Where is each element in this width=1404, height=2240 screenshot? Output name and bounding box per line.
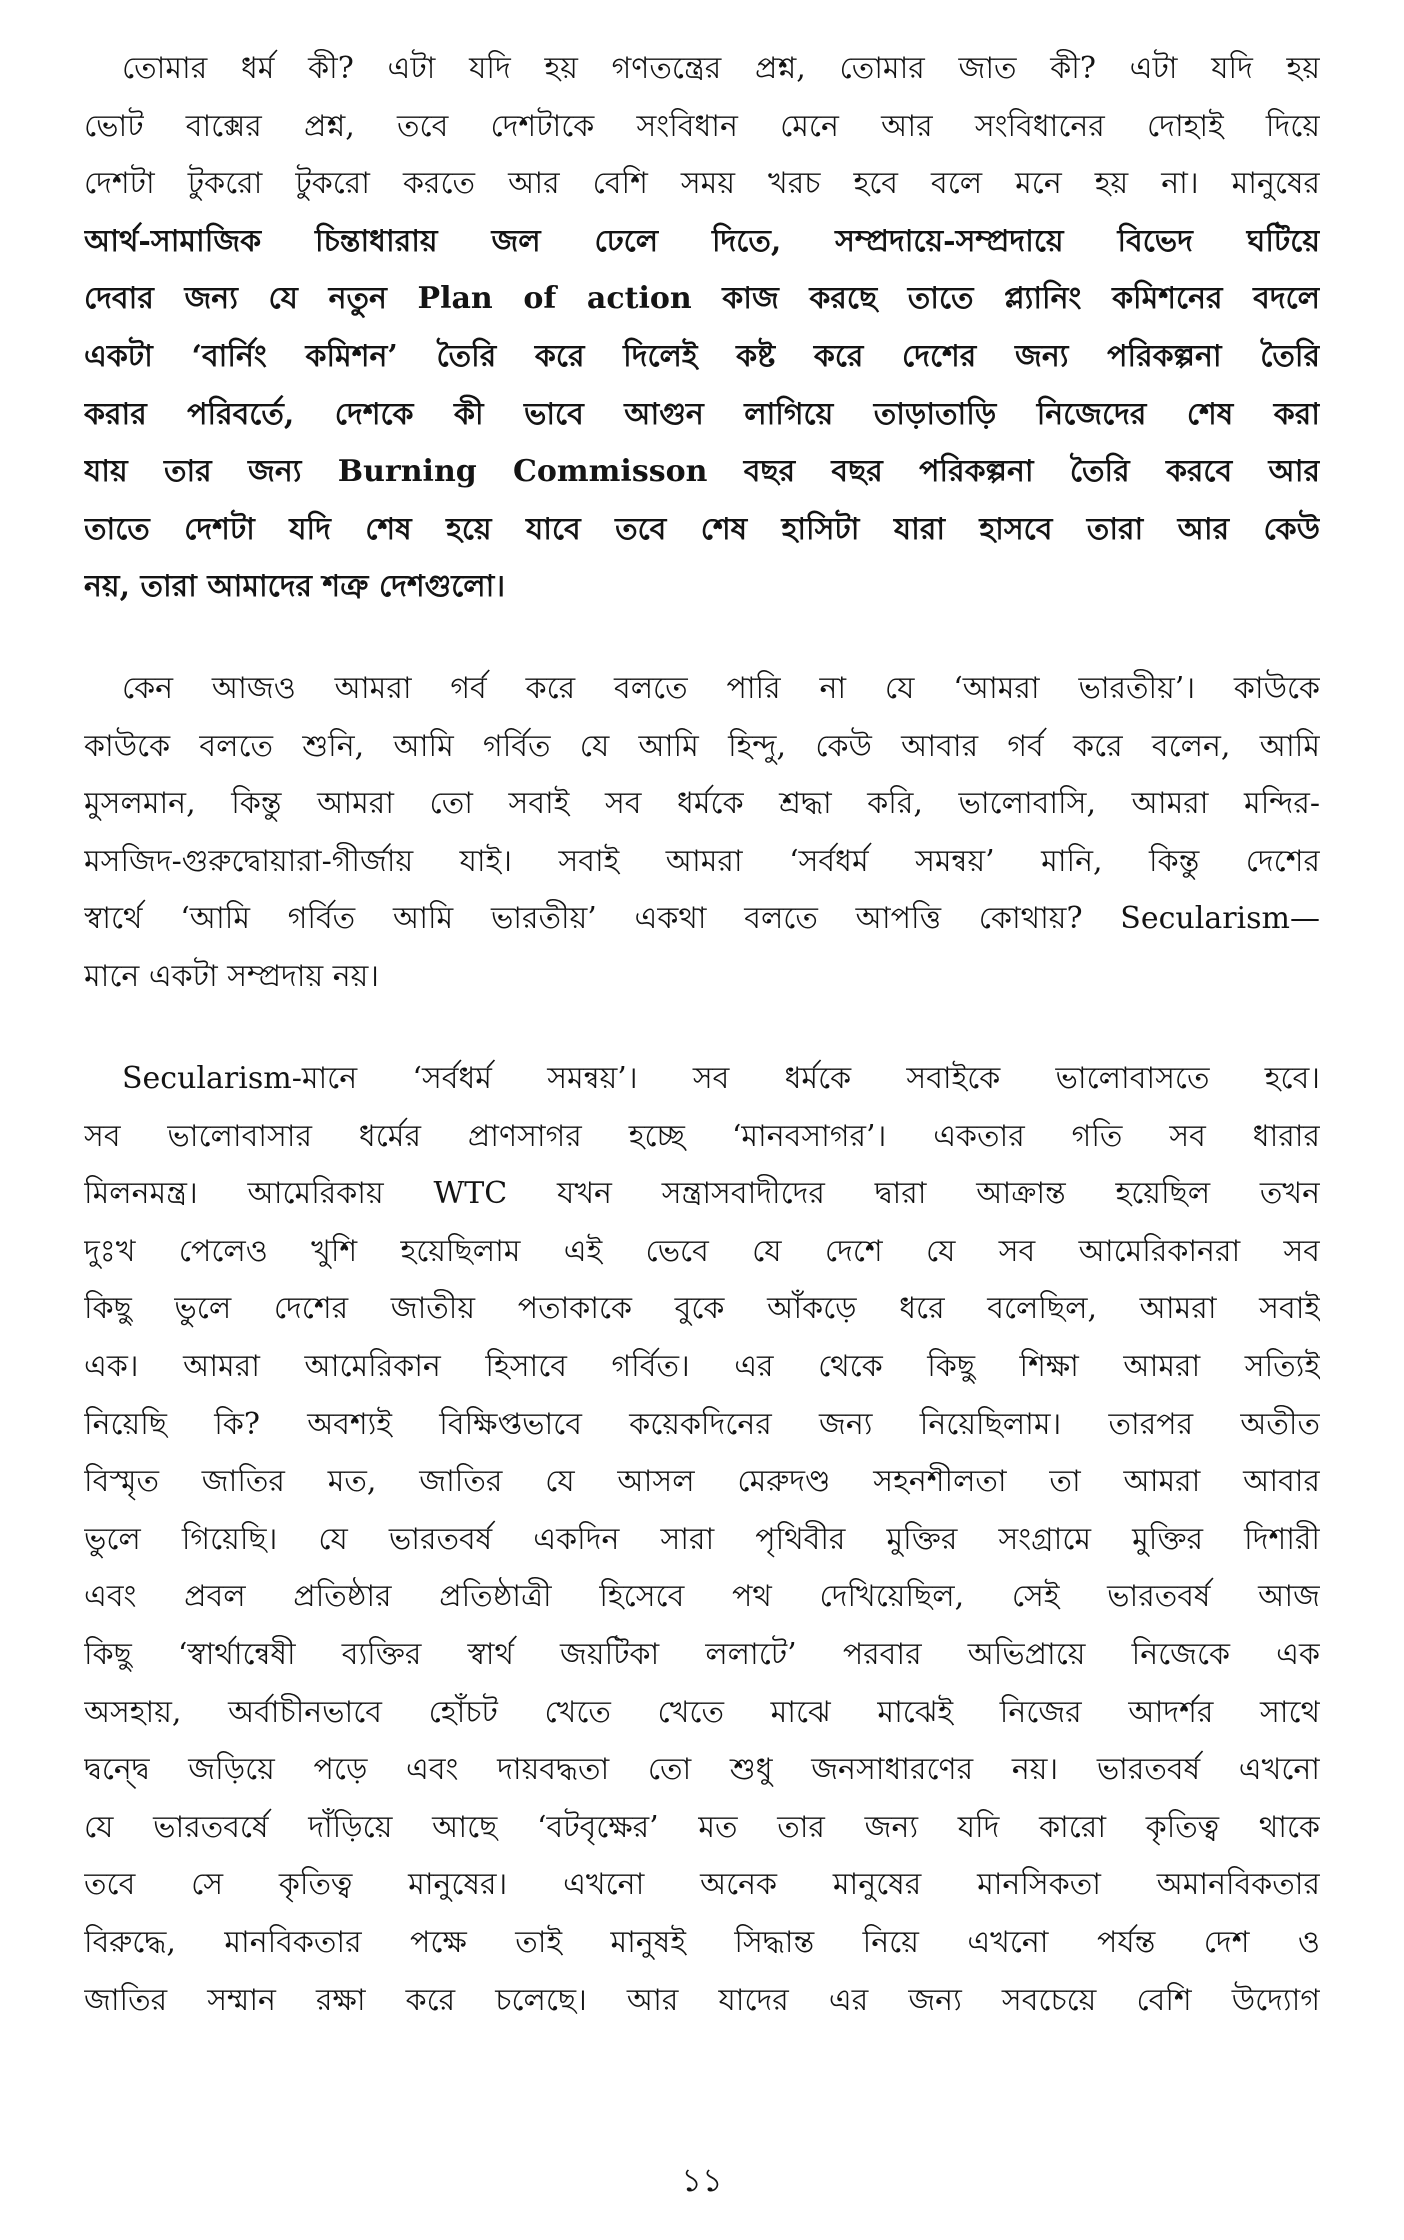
text-line: তবে সে কৃতিত্ব মানুষের। এখনো অনেক মানুষের মানসিকতা অমানবিকতার [84, 1867, 1320, 1903]
text-line: ভোট বাক্সের প্রশ্ন, তবে দেশটাকে সংবিধান মেনে আর সংবিধানের দোহাই দিয়ে [84, 108, 1320, 144]
text-line: কিছু ‘স্বার্থান্বেষী ব্যক্তির স্বার্থ জয়টিকা ললাটে’ পরবার অভিপ্রায়ে নিজেকে এক [84, 1636, 1320, 1672]
text-line: ভুলে গিয়েছি। যে ভারতবর্ষ একদিন সারা পৃথিবীর মুক্তির সংগ্রামে মুক্তির দিশারী [84, 1521, 1320, 1557]
text-line: দেশটা টুকরো টুকরো করতে আর বেশি সময় খরচ হবে বলে মনে হয় না। মানুষের [84, 166, 1320, 202]
text-line: নয়, তারা আমাদের শত্রু দেশগুলো। [84, 569, 506, 605]
text-line: মানে একটা সম্প্রদায় নয়। [84, 958, 380, 994]
text-line: কিছু ভুলে দেশের জাতীয় পতাকাকে বুকে আঁকড়ে ধরে বলেছিল, আমরা সবাই [84, 1291, 1320, 1327]
text-line: বিস্মৃত জাতির মত, জাতির যে আসল মেরুদণ্ড সহনশীলতা তা আমরা আবার [84, 1464, 1320, 1500]
text-line: আর্থ-সামাজিক চিন্তাধারায় জল ঢেলে দিতে, সম্প্রদায়ে-সম্প্রদায়ে বিভেদ ঘটিয়ে [84, 223, 1320, 259]
text-line: মুসলমান, কিন্তু আমরা তো সবাই সব ধর্মকে শ্রদ্ধা করি, ভালোবাসি, আমরা মন্দির- [84, 786, 1320, 822]
text-line: এবং প্রবল প্রতিষ্ঠার প্রতিষ্ঠাত্রী হিসেবে পথ দেখিয়েছিল, সেই ভারতবর্ষ আজ [84, 1579, 1320, 1615]
text-line: জাতির সম্মান রক্ষা করে চলেছে। আর যাদের এর জন্য সবচেয়ে বেশি উদ্যোগ [84, 1982, 1320, 2018]
text-line: মসজিদ-গুরুদ্বোয়ারা-গীর্জায় যাই। সবাই আমরা ‘সর্বধর্ম সমন্বয়’ মানি, কিন্তু দেশের [84, 843, 1320, 879]
text-line: এক। আমরা আমেরিকান হিসাবে গর্বিত। এর থেকে কিছু শিক্ষা আমরা সত্যিই [84, 1348, 1320, 1384]
text-line: কেন আজও আমরা গর্ব করে বলতে পারি না যে ‘আমরা ভারতীয়’। কাউকে [122, 671, 1320, 706]
text-line: স্বার্থে ‘আমি গর্বিত আমি ভারতীয়’ একথা বলতে আপত্তি কোথায়? Secularism— [84, 901, 1320, 937]
text-line: সব ভালোবাসার ধর্মের প্রাণসাগর হচ্ছে ‘মানবসাগর’। একতার গতি সব ধারার [84, 1118, 1320, 1154]
text-line: যে ভারতবর্ষে দাঁড়িয়ে আছে ‘বটবৃক্ষের’ মত তার জন্য যদি কারো কৃতিত্ব থাকে [84, 1809, 1320, 1845]
text-line: মিলনমন্ত্র। আমেরিকায় WTC যখন সন্ত্রাসবাদীদের দ্বারা আক্রান্ত হয়েছিল তখন [84, 1176, 1320, 1212]
paragraph-2 [84, 660, 1320, 1006]
text-line: নিয়েছি কি? অবশ্যই বিক্ষিপ্তভাবে কয়েকদিনের জন্য নিয়েছিলাম। তারপর অতীত [84, 1406, 1320, 1442]
text-line: দ্বন্দ্বে জড়িয়ে পড়ে এবং দায়বদ্ধতা তো শুধু জনসাধারণের নয়। ভারতবর্ষ এখনো [84, 1752, 1320, 1788]
text-line: যায় তার জন্য Burning Commisson বছর বছর পরিকল্পনা তৈরি করবে আর [84, 454, 1320, 490]
text-line: বিরুদ্ধে, মানবিকতার পক্ষে তাই মানুষই সিদ্ধান্ত নিয়ে এখনো পর্যন্ত দেশ ও [84, 1924, 1320, 1960]
text-line: করার পরিবর্তে, দেশকে কী ভাবে আগুন লাগিয়ে তাড়াতাড়ি নিজেদের শেষ করা [84, 396, 1320, 432]
text-line: একটা ‘বার্নিং কমিশন’ তৈরি করে দিলেই কষ্ট করে দেশের জন্য পরিকল্পনা তৈরি [84, 338, 1320, 374]
page-number: ১১ [681, 2161, 723, 2199]
text-line: তোমার ধর্ম কী? এটা যদি হয় গণতন্ত্রের প্রশ্ন, তোমার জাত কী? এটা যদি হয় [122, 51, 1320, 86]
paragraph-1 [84, 40, 1320, 616]
text-line: দেবার জন্য যে নতুন Plan of action কাজ করছে তাতে প্ল্যানিং কমিশনের বদলে [84, 281, 1320, 317]
text-line: কাউকে বলতে শুনি, আমি গর্বিত যে আমি হিন্দু, কেউ আবার গর্ব করে বলেন, আমি [84, 728, 1320, 764]
paragraph-3 [84, 1050, 1320, 2029]
text-line: Secularism-মানে ‘সর্বধর্ম সমন্বয়’। সব ধর্মকে সবাইকে ভালোবাসতে হবে। [122, 1061, 1320, 1096]
text-line: তাতে দেশটা যদি শেষ হয়ে যাবে তবে শেষ হাসিটা যারা হাসবে তারা আর কেউ [84, 511, 1320, 547]
text-line: দুঃখ পেলেও খুশি হয়েছিলাম এই ভেবে যে দেশে যে সব আমেরিকানরা সব [84, 1233, 1320, 1269]
text-line: অসহায়, অর্বাচীনভাবে হোঁচট খেতে খেতে মাঝে মাঝেই নিজের আদর্শর সাথে [84, 1694, 1320, 1730]
